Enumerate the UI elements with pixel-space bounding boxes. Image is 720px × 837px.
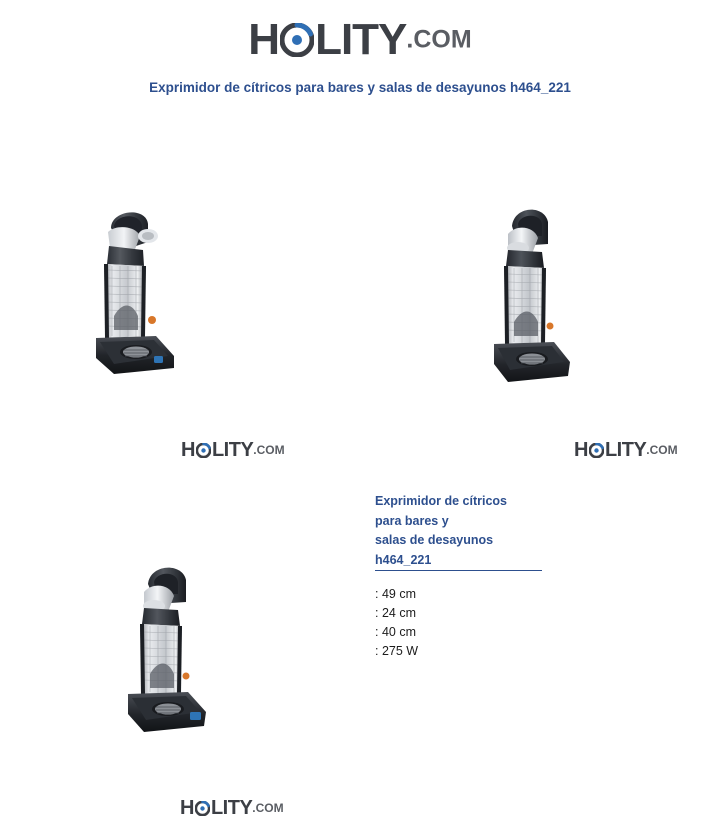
product-spec-list: [375, 585, 418, 661]
logo-tld: .COM: [406, 25, 472, 54]
logo-letter-h: H: [248, 15, 280, 64]
watermark-letter-h: H: [180, 797, 194, 819]
o-ring-icon: [589, 443, 604, 458]
o-ring-icon: [196, 443, 211, 458]
product-name-block: [375, 492, 575, 571]
watermark-logo-bottom: [180, 798, 284, 818]
product-photo-main-left[interactable]: [78, 196, 208, 376]
watermark-letters-lity: LITY: [210, 797, 253, 819]
product-photo-main-right[interactable]: [478, 196, 588, 388]
product-name-line-4: h464_221: [375, 551, 542, 572]
watermark-logo-left: [181, 440, 285, 460]
page-title: Exprimidor de cítricos para bares y salas de desayunos h464_221: [149, 80, 571, 95]
watermark-letter-h: H: [574, 439, 588, 461]
spec-row-depth: : 40 cm: [375, 625, 416, 639]
watermark-tld: .COM: [252, 801, 284, 815]
o-ring-icon: [195, 801, 210, 816]
product-name-line-2: para bares y: [375, 513, 449, 528]
product-photo-bottom-left[interactable]: [118, 556, 236, 736]
logo-letters-lity: LITY: [315, 15, 407, 64]
product-name-line-1: Exprimidor de cítricos: [375, 494, 507, 508]
product-name-line-3: salas de desayunos: [375, 533, 494, 547]
site-logo-text: [248, 15, 472, 64]
spec-row-height: : 49 cm: [375, 587, 416, 601]
spec-row-power: : 275 W: [375, 644, 419, 658]
watermark-letter-h: H: [181, 439, 195, 461]
o-ring-icon: [280, 23, 314, 57]
site-logo[interactable]: [0, 15, 720, 64]
watermark-letters-lity: LITY: [211, 439, 254, 461]
watermark-letters-lity: LITY: [604, 439, 647, 461]
watermark-tld: .COM: [253, 443, 285, 457]
spec-row-width: : 24 cm: [375, 606, 416, 620]
watermark-tld: .COM: [646, 443, 678, 457]
watermark-logo-right: [574, 440, 678, 460]
